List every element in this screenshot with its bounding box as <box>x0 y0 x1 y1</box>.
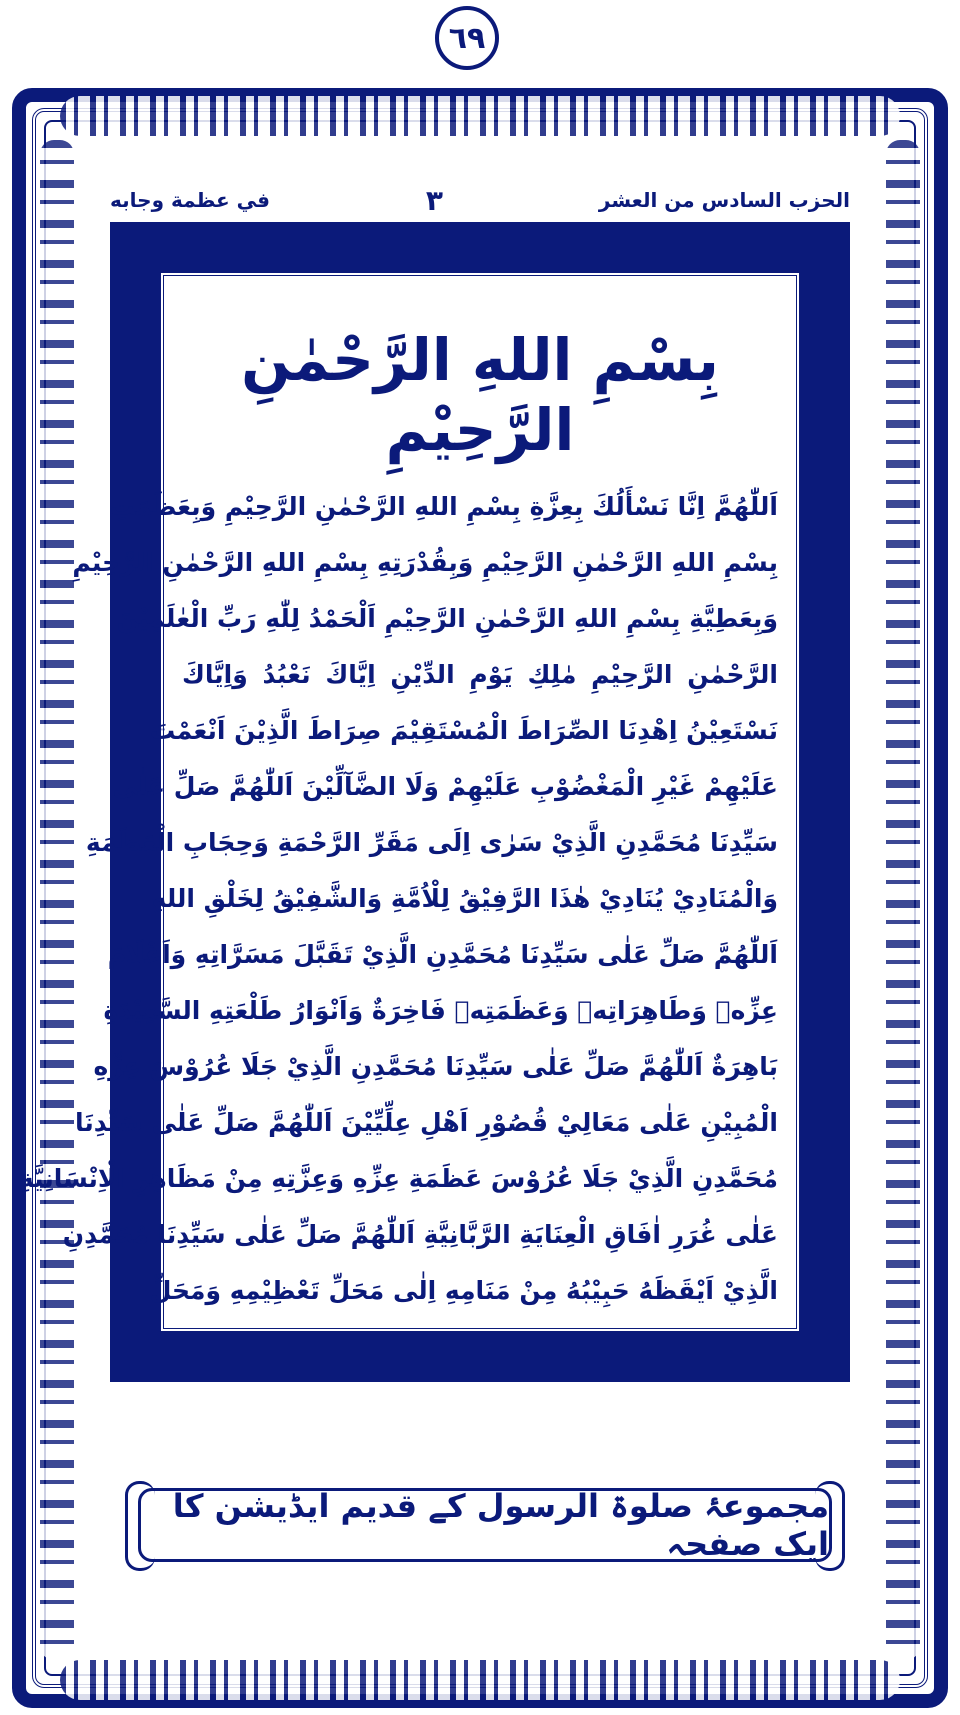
bismillah-heading: بِسْمِ اللهِ الرَّحْمٰنِ الرَّحِيْمِ <box>241 326 719 464</box>
running-header-left: في عظمة وجابه <box>110 188 270 212</box>
text-line: مُحَمَّدِنِ الَّذِيْ جَلَا عُرُوْسَ عَظَمَةِ عِزِّهِ وَعِزَّتِهِ مِنْ مَظَاهِرِ الْاِنْسَانِيَّةِ <box>18 1164 778 1194</box>
running-header-number: ٣ <box>425 183 443 217</box>
prayer-text <box>18 479 778 1319</box>
text-line: نَسْتَعِيْنُ اِهْدِنَا الصِّرَاطَ الْمُسْتَقِيْمَ صِرَاطَ الَّذِيْنَ اَنْعَمْتَ <box>150 716 778 746</box>
left-ornament-chain <box>40 140 74 1660</box>
caption-box <box>138 1488 832 1562</box>
text-line: عِزِّهٖ وَطَاهِرَاتِهٖ وَعَظَمَتِهٖ فَاخِرَةٌ وَاَنْوَارُ طَلْعَتِهِ السَّعِيْدَةِ <box>103 996 778 1026</box>
decorated-text-panel <box>18 222 850 1382</box>
caption-text: مجموعۂ صلوۃ الرسول کے قدیم ایڈیشن کا ایک صفحہ <box>172 1487 829 1563</box>
text-line: وَالْمُنَادِيْ يُنَادِيْ هٰذَا الرَّفِيْقُ لِلْاُمَّةِ وَالشَّفِيْقُ لِخَلْقِ اللهِ <box>151 884 778 914</box>
running-header-right: الحزب السادس من العشر <box>598 188 850 212</box>
text-line: اَللّٰهُمَّ اِنَّا نَسْأَلُكَ بِعِزَّةِ بِسْمِ اللهِ الرَّحْمٰنِ الرَّحِيْمِ وَبِعَظَمَتِ <box>109 492 778 522</box>
text-line: عَلٰى غُرَرِ اٰفَاقِ الْعِنَايَةِ الرَّبَّانِيَّةِ اَللّٰهُمَّ صَلِّ عَلٰى سَيِّدِنَا مُحَمَّدِنِ <box>62 1220 778 1250</box>
text-line: الْمُبِيْنِ عَلٰى مَعَالِيْ قُصُوْرِ اَهْلِ عِلِّيِّيْنَ اَللّٰهُمَّ صَلِّ عَلٰى سَيِّدِنَا <box>75 1108 778 1138</box>
right-ornament-chain <box>886 140 920 1660</box>
text-line: بِسْمِ اللهِ الرَّحْمٰنِ الرَّحِيْمِ وَبِقُدْرَتِهِ بِسْمِ اللهِ الرَّحْمٰنِ الرَّحِيْمِ <box>72 548 778 578</box>
text-line: الَّذِيْ اَيْقَظَهُ حَبِيْبُهُ مِنْ مَنَامِهِ اِلٰى مَحَلِّ تَعْظِيْمِهِ وَمَحَلِّ <box>149 1276 778 1306</box>
page-number: ٦٩ <box>435 6 499 70</box>
running-header <box>110 180 850 220</box>
text-line: سَيِّدِنَا مُحَمَّدِنِ الَّذِيْ سَرٰى اِلَى مَقَرِّ الرَّحْمَةِ وَحِجَابِ الْعَظَمَةِ <box>85 828 778 858</box>
text-line: عَلَيْهِمْ غَيْرِ الْمَغْضُوْبِ عَلَيْهِمْ وَلَا الضَّآلِّيْنَ اَللّٰهُمَّ صَلِّ عَلٰى <box>112 772 778 802</box>
text-area <box>18 272 800 1332</box>
text-line: الرَّحْمٰنِ الرَّحِيْمِ مٰلِكِ يَوْمِ الدِّيْنِ اِيَّاكَ نَعْبُدُ وَاِيَّاكَ <box>182 660 778 690</box>
text-line: وَبِعَطِيَّةِ بِسْمِ اللهِ الرَّحْمٰنِ الرَّحِيْمِ اَلْحَمْدُ لِلّٰهِ رَبِّ الْعٰلَمِيْنَ <box>116 604 778 634</box>
text-line: اَللّٰهُمَّ صَلِّ عَلٰى سَيِّدِنَا مُحَمَّدِنِ الَّذِيْ تَقَبَّلَ مَسَرَّاتِهِ وَاَعْلَامَ <box>107 940 778 970</box>
text-line: بَاهِرَةٌ اَللّٰهُمَّ صَلِّ عَلٰى سَيِّدِنَا مُحَمَّدِنِ الَّذِيْ جَلَا عُرُوْسَ عِزِّهِ <box>93 1052 778 1082</box>
bottom-ornament-band <box>60 1660 900 1700</box>
top-ornament-band <box>60 96 900 136</box>
